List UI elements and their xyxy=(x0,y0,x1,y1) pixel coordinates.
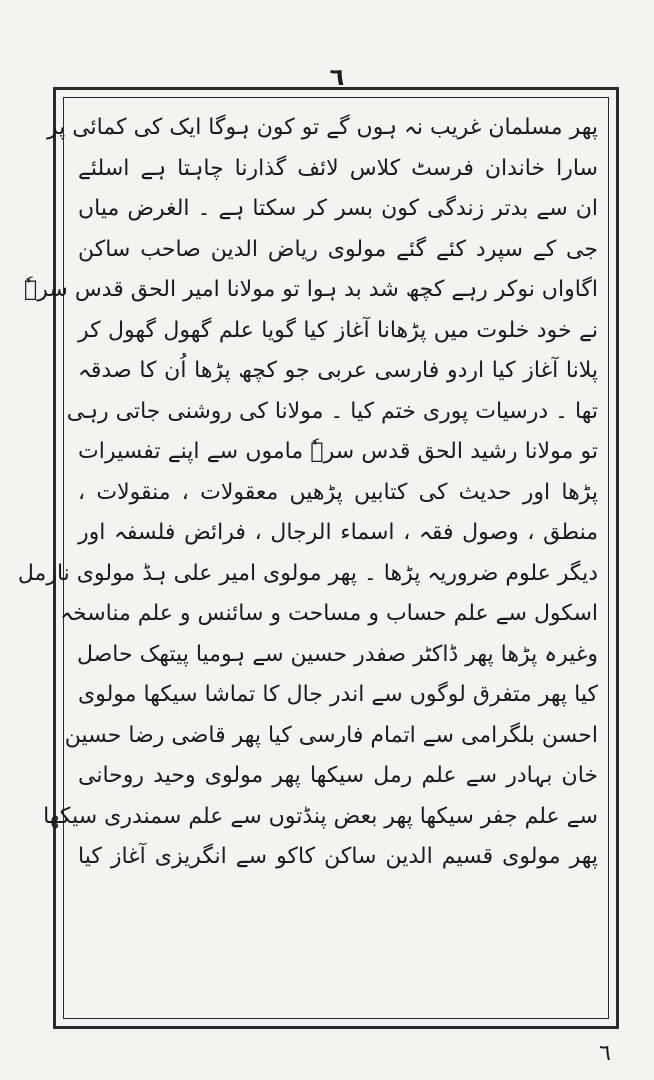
text-line: منطق ، وصول فقہ ، اسماء الرجال ، فرائض فلسفہ اور xyxy=(78,520,598,545)
text-line: احسن بلگرامی سے اتمام فارسی کیا پھر قاضی رضا حسین xyxy=(64,722,598,748)
text-line: تو مولانا رشید الحق قدس سرہٗ ماموں سے اپنے تفسیرات xyxy=(78,439,598,464)
text-line: وغیرہ پڑھا پھر ڈاکٹر صفدر حسین سے ہومیا پیتھک حاصل xyxy=(76,641,598,667)
text-line: پھر مسلمان غریب نہ ہوں گے تو کون ہوگا ایک کی کمائی پر xyxy=(46,115,598,140)
text-line: پلانا آغاز کیا اردو فارسی عربی جو کچھ پڑھا اُن کا صدقہ xyxy=(78,358,598,383)
text-line: خان بہادر سے علم رمل سیکھا پھر مولوی وحید روحانی xyxy=(78,763,598,788)
text-line: سے علم جفر سیکھا پھر بعض پنڈتوں سے علم سمندری سیکھا xyxy=(43,803,598,829)
text-line: ان سے بدتر زندگی کون بسر کر سکتا ہے ۔ الغرض میاں xyxy=(78,196,598,221)
text-line: پھر مولوی قسیم الدین ساکن کاکو سے انگریزی آغاز کیا xyxy=(78,844,598,869)
page-number-bottom: ٦ xyxy=(599,1041,611,1066)
text-line: اسکول سے علم حساب و مساحت و سائنس و علم مناسخہ xyxy=(60,601,598,626)
text-line: نے خود خلوت میں پڑھانا آغاز کیا گویا علم گھول گھول کر xyxy=(78,317,598,343)
urdu-text-block xyxy=(17,108,598,988)
text-line: سارا خاندان فرسٹ کلاس لائف گذارنا چاہتا ہے اسلئے xyxy=(78,155,598,181)
text-line: اگاواں نوکر رہے کچھ شد بد ہوا تو مولانا امیر الحق قدس سرہٗ xyxy=(24,277,598,302)
text-line: پڑھا اور حدیث کی کتابیں پڑھیں معقولات ، منقولات ، xyxy=(78,479,598,505)
page-number-top: ٦ xyxy=(329,63,345,91)
text-line: دیگر علوم ضروریہ پڑھا ۔ پھر مولوی امیر علی ہڈ مولوی نارمل xyxy=(17,560,598,586)
text-line: تھا ۔ درسیات پوری ختم کیا ۔ مولانا کی روشنی جاتی رہی xyxy=(66,398,598,424)
text-line: جی کے سپرد کئے گئے مولوی ریاض الدین صاحب ساکن xyxy=(78,236,598,262)
text-line: کیا پھر متفرق لوگوں سے اندر جال کا تماشا سیکھا مولوی xyxy=(78,682,598,707)
